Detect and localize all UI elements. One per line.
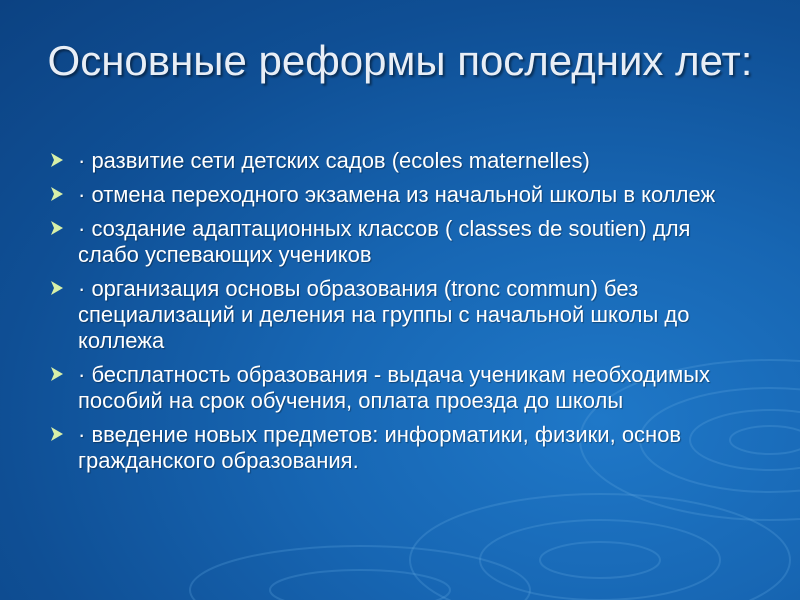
bullet-text: · введение новых предметов: информатики, физики, основ гражданского образования.: [78, 422, 682, 473]
bullet-text: · организация основы образования (tronc commun) без специализаций и деления на группы с начальной школы до коллежа: [78, 276, 690, 353]
bullet-list: [50, 148, 750, 482]
arrowhead-icon: [50, 152, 64, 168]
bullet-text: · бесплатность образования - выдача ученикам необходимых пособий на срок обучения, оплата проезда до школы: [78, 362, 711, 413]
slide-title: Основные реформы последних лет:: [47, 37, 753, 84]
bullet-item: [50, 362, 750, 414]
arrowhead-icon: [50, 426, 64, 442]
arrowhead-icon: [50, 280, 64, 296]
bullet-text: · создание адаптационных классов ( classes de soutien) для слабо успевающих учеников: [78, 216, 691, 267]
bullet-item: [50, 148, 750, 174]
bullet-item: [50, 422, 750, 474]
bullet-item: [50, 276, 750, 354]
bullet-item: [50, 216, 750, 268]
bullet-text: · развитие сети детских садов (ecoles maternelles): [78, 148, 590, 173]
bullet-item: [50, 182, 750, 208]
arrowhead-icon: [50, 366, 64, 382]
arrowhead-icon: [50, 186, 64, 202]
bullet-text: · отмена переходного экзамена из начальной школы в коллеж: [78, 182, 716, 207]
arrowhead-icon: [50, 220, 64, 236]
